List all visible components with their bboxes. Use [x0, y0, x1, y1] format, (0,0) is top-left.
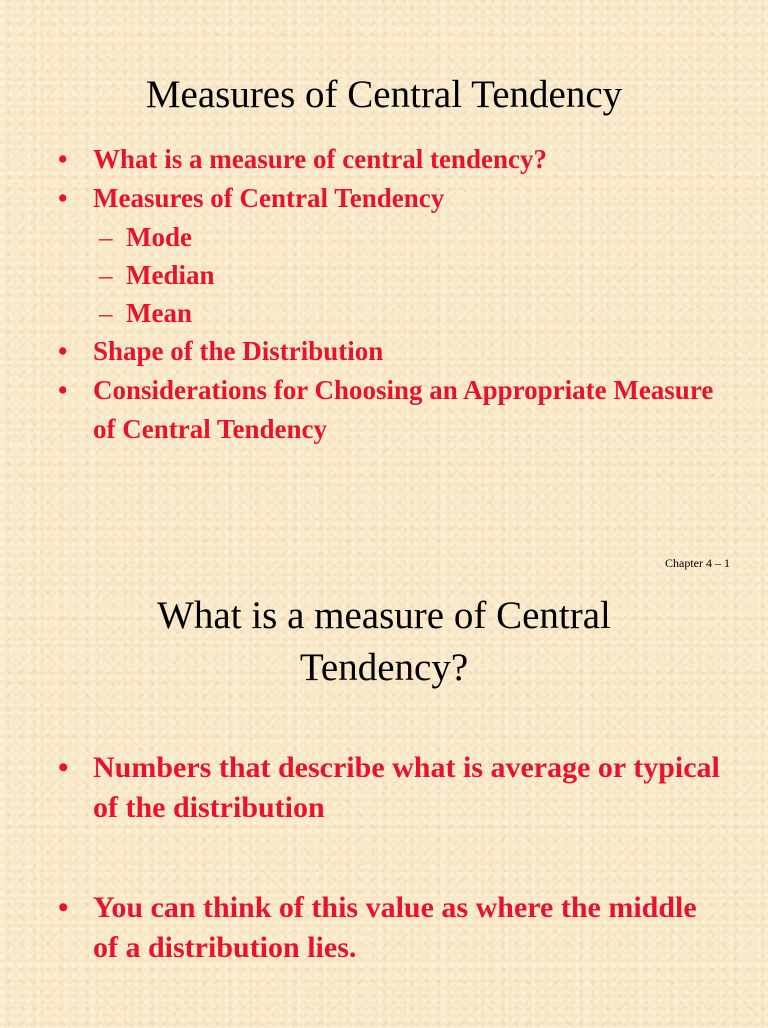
bullet-icon: •	[58, 375, 68, 405]
sub-bullet-item	[93, 294, 728, 332]
bullet-list	[58, 140, 728, 449]
bullet-text: Shape of the Distribution	[93, 336, 384, 366]
dash-icon: –	[99, 222, 113, 252]
sub-bullet-text: Mean	[126, 298, 192, 328]
bullet-text: You can think of this value as where the middle of a distribution lies.	[93, 891, 697, 964]
bullet-item	[58, 748, 728, 828]
bullet-icon: •	[58, 751, 69, 784]
bullet-item	[58, 888, 728, 968]
bullet-icon: •	[58, 144, 68, 174]
sub-bullet-text: Median	[126, 260, 215, 290]
bullet-text: Considerations for Choosing an Appropriate Measure of Central Tendency	[93, 375, 714, 444]
sub-bullet-item	[93, 256, 728, 294]
dash-icon: –	[99, 260, 113, 290]
slide-title: What is a measure of Central Tendency?	[157, 594, 611, 689]
sub-bullet-item	[93, 218, 728, 256]
bullet-item	[58, 140, 728, 179]
sub-bullet-text: Mode	[126, 222, 192, 252]
bullet-list	[58, 748, 728, 1028]
bullet-item	[58, 332, 728, 371]
bullet-item	[58, 179, 728, 332]
bullet-icon: •	[58, 891, 69, 924]
slide-2	[0, 580, 768, 1024]
dash-icon: –	[99, 298, 113, 328]
bullet-text: Measures of Central Tendency	[93, 183, 445, 213]
bullet-item	[58, 371, 728, 449]
slide-title: Measures of Central Tendency	[145, 73, 623, 116]
bullet-text: What is a measure of central tendency?	[93, 144, 547, 174]
chapter-label: Chapter 4 – 1	[665, 556, 730, 570]
bullet-text: Numbers that describe what is average or typical of the distribution	[93, 751, 720, 824]
bullet-icon: •	[58, 336, 68, 366]
bullet-icon: •	[58, 183, 68, 213]
sub-bullet-list	[93, 218, 728, 332]
